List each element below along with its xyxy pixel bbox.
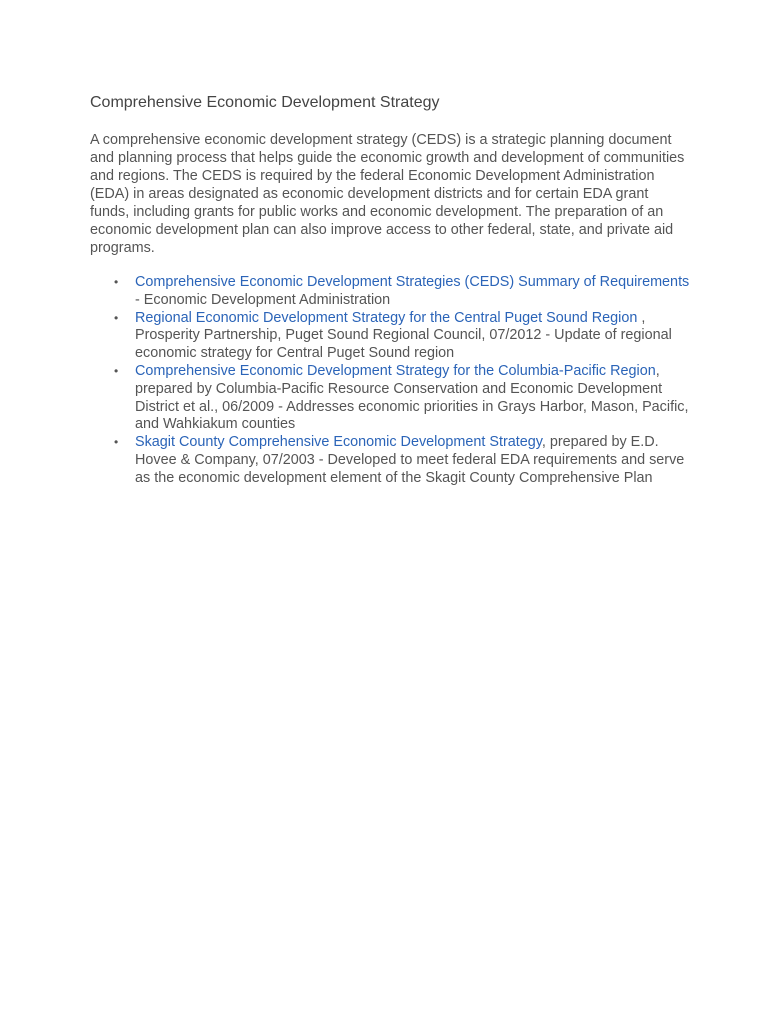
reference-description: , prepared by Columbia-Pacific Resource Conservation and Economic Development District et al., 06/2009 - Addresses economic priorities in Grays Harbor, Mason, Pacific, and Wahkiakum counties [135,362,689,433]
intro-paragraph: A comprehensive economic development strategy (CEDS) is a strategic planning document and planning process that helps guide the economic growth and development of communities and regions. The CEDS is required by the federal Economic Development Administration (EDA) in areas designated as economic development districts and for certain EDA grant funds, including grants for public works and economic development. The preparation of an economic development plan can also improve access to other federal, state, and private aid programs. [90,132,685,256]
bullet-icon: • [114,363,119,378]
reference-list [90,274,690,488]
reference-link-ceds-summary[interactable]: Comprehensive Economic Development Strategies (CEDS) Summary of Requirements [135,274,690,290]
bullet-icon: • [114,310,119,325]
list-item [114,274,690,310]
reference-link-skagit-county[interactable]: Skagit County Comprehensive Economic Development Strategy [135,434,542,451]
reference-description: - Economic Development Administration [135,291,391,308]
list-item [114,309,690,363]
page-title: Comprehensive Economic Development Strategy [90,94,440,111]
document-page [90,92,690,488]
bullet-icon: • [114,275,119,289]
reference-description: , Prosperity Partnership, Puget Sound Regional Council, 07/2012 - Update of regional economic strategy for Central Puget Sound region [135,309,672,362]
reference-link-columbia-pacific[interactable]: Comprehensive Economic Development Strategy for the Columbia-Pacific Region [135,362,656,379]
reference-link-central-puget-sound[interactable]: Regional Economic Development Strategy for the Central Puget Sound Region [135,309,638,326]
bullet-icon: • [114,435,119,450]
reference-description: , prepared by E.D. Hovee & Company, 07/2003 - Developed to meet federal EDA requirements and serve as the economic development element of the Skagit County Comprehensive Plan [135,434,685,486]
list-item [114,434,690,487]
list-item [114,362,690,434]
